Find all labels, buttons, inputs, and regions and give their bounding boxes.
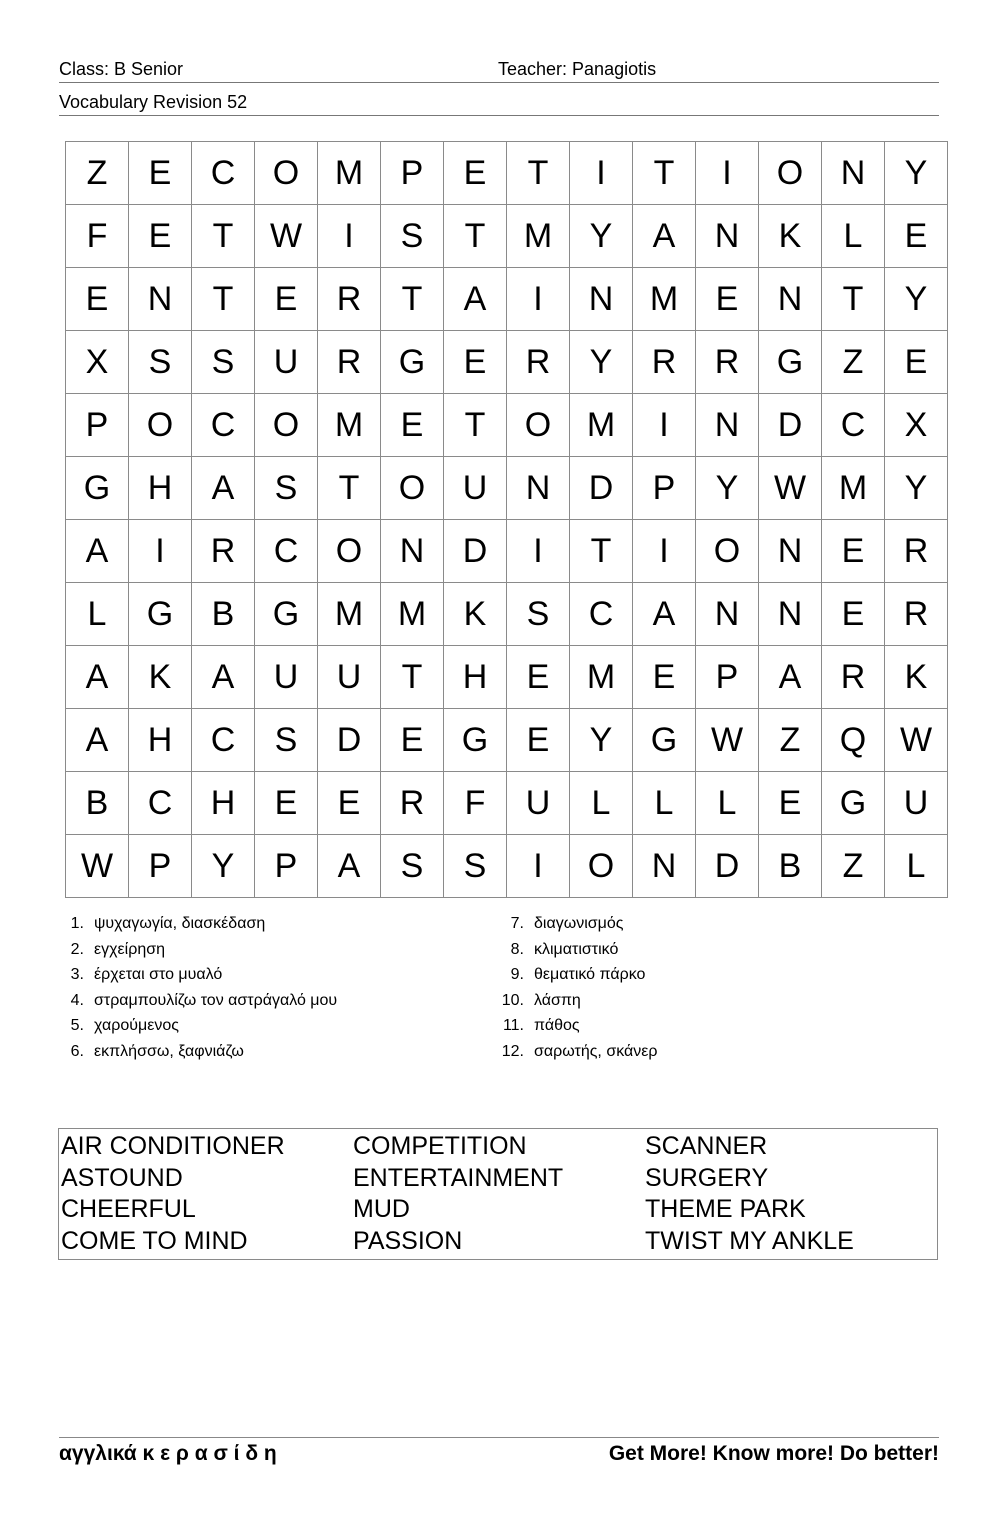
clue-number: 3.: [70, 966, 84, 984]
grid-cell[interactable]: N: [696, 205, 759, 268]
grid-row: [66, 331, 948, 394]
grid-cell[interactable]: H: [129, 709, 192, 772]
grid-cell[interactable]: L: [570, 772, 633, 835]
word-bank-item: AIR CONDITIONER: [61, 1132, 285, 1160]
grid-row: [66, 583, 948, 646]
clue-text: στραμπουλίζω τον αστράγαλό μου: [94, 991, 338, 1009]
grid-cell[interactable]: R: [885, 583, 948, 646]
teacher-label: Teacher: Panagiotis: [498, 59, 657, 79]
grid-cell[interactable]: B: [66, 772, 129, 835]
grid-row: [66, 520, 948, 583]
grid-cell[interactable]: I: [507, 268, 570, 331]
clue-item: [54, 1015, 337, 1041]
grid-cell[interactable]: U: [255, 331, 318, 394]
grid-cell[interactable]: O: [129, 394, 192, 457]
grid-cell[interactable]: E: [255, 268, 318, 331]
grid-cell[interactable]: H: [129, 457, 192, 520]
grid-cell[interactable]: N: [570, 268, 633, 331]
grid-cell[interactable]: K: [759, 205, 822, 268]
grid-cell[interactable]: M: [318, 583, 381, 646]
grid-row: [66, 646, 948, 709]
grid-cell[interactable]: O: [696, 520, 759, 583]
grid-row: [66, 142, 948, 205]
grid-cell[interactable]: E: [633, 646, 696, 709]
grid-cell[interactable]: S: [381, 835, 444, 898]
clue-item: [494, 939, 657, 965]
clue-text: εγχείρηση: [94, 940, 165, 958]
grid-cell[interactable]: O: [570, 835, 633, 898]
grid-cell[interactable]: U: [255, 646, 318, 709]
clue-text: κλιματιστικό: [534, 940, 619, 958]
grid-cell[interactable]: T: [381, 646, 444, 709]
grid-cell[interactable]: N: [507, 457, 570, 520]
grid-cell[interactable]: R: [696, 331, 759, 394]
grid-cell[interactable]: M: [822, 457, 885, 520]
clue-item: [494, 1015, 657, 1041]
word-bank: [58, 1128, 938, 1260]
grid-cell[interactable]: U: [885, 772, 948, 835]
grid-cell[interactable]: W: [885, 709, 948, 772]
grid-cell[interactable]: E: [255, 772, 318, 835]
grid-cell[interactable]: G: [66, 457, 129, 520]
grid-cell[interactable]: T: [381, 268, 444, 331]
grid-cell[interactable]: L: [885, 835, 948, 898]
grid-cell[interactable]: E: [66, 268, 129, 331]
grid-cell[interactable]: N: [696, 394, 759, 457]
grid-cell[interactable]: N: [822, 142, 885, 205]
clue-list-right: [494, 913, 657, 1067]
clue-number: 1.: [70, 915, 84, 932]
grid-cell[interactable]: A: [192, 457, 255, 520]
grid-cell[interactable]: C: [129, 772, 192, 835]
grid-cell[interactable]: L: [696, 772, 759, 835]
grid-cell[interactable]: T: [570, 520, 633, 583]
grid-cell[interactable]: E: [822, 520, 885, 583]
grid-cell[interactable]: W: [759, 457, 822, 520]
grid-cell[interactable]: L: [633, 772, 696, 835]
grid-cell[interactable]: E: [759, 772, 822, 835]
grid-cell[interactable]: A: [444, 268, 507, 331]
grid-cell[interactable]: W: [696, 709, 759, 772]
grid-cell[interactable]: L: [822, 205, 885, 268]
grid-cell[interactable]: C: [570, 583, 633, 646]
grid-cell[interactable]: C: [192, 709, 255, 772]
grid-cell[interactable]: C: [192, 142, 255, 205]
word-bank-item: SCANNER: [645, 1132, 768, 1160]
grid-cell[interactable]: N: [633, 835, 696, 898]
word-bank-item: ASTOUND: [61, 1163, 183, 1192]
grid-cell[interactable]: B: [192, 583, 255, 646]
grid-cell[interactable]: I: [507, 520, 570, 583]
grid-cell[interactable]: U: [507, 772, 570, 835]
clue-item: [54, 939, 337, 965]
word-bank-item: PASSION: [353, 1227, 463, 1256]
grid-cell[interactable]: T: [444, 394, 507, 457]
clue-item: [494, 964, 657, 990]
clue-number: 6.: [70, 1042, 84, 1060]
word-bank-item: ENTERTAINMENT: [353, 1163, 564, 1192]
grid-cell[interactable]: K: [444, 583, 507, 646]
word-bank-item: MUD: [353, 1195, 410, 1224]
grid-cell[interactable]: L: [66, 583, 129, 646]
grid-cell[interactable]: D: [570, 457, 633, 520]
grid-cell[interactable]: A: [759, 646, 822, 709]
worksheet-title: Vocabulary Revision 52: [59, 92, 248, 112]
grid-cell[interactable]: F: [66, 205, 129, 268]
header-row-class-teacher: [59, 52, 939, 83]
grid-cell[interactable]: N: [696, 583, 759, 646]
grid-cell[interactable]: A: [633, 583, 696, 646]
grid-cell[interactable]: A: [318, 835, 381, 898]
grid-cell[interactable]: U: [444, 457, 507, 520]
grid-cell[interactable]: D: [444, 520, 507, 583]
grid-cell[interactable]: G: [822, 772, 885, 835]
grid-cell[interactable]: E: [696, 268, 759, 331]
grid-cell[interactable]: X: [885, 394, 948, 457]
grid-cell[interactable]: G: [129, 583, 192, 646]
grid-cell[interactable]: Y: [696, 457, 759, 520]
grid-cell[interactable]: U: [318, 646, 381, 709]
grid-cell[interactable]: T: [318, 457, 381, 520]
word-bank-item: COME TO MIND: [61, 1227, 248, 1256]
clue-number: 9.: [510, 966, 524, 984]
clue-text: λάσπη: [534, 991, 581, 1009]
clue-item: [54, 964, 337, 990]
grid-cell[interactable]: Z: [759, 709, 822, 772]
footer-slogan: Get More! Know more! Do better!: [608, 1442, 939, 1465]
grid-row: [66, 205, 948, 268]
grid-row: [66, 457, 948, 520]
grid-row: [66, 772, 948, 835]
word-bank-column-3: [645, 1131, 854, 1258]
grid-cell[interactable]: S: [192, 331, 255, 394]
grid-row: [66, 835, 948, 898]
clue-text: χαρούμενος: [94, 1017, 179, 1035]
grid-cell[interactable]: C: [822, 394, 885, 457]
grid-cell[interactable]: T: [192, 268, 255, 331]
grid-cell[interactable]: G: [759, 331, 822, 394]
grid-cell[interactable]: M: [381, 583, 444, 646]
grid-cell[interactable]: Y: [885, 457, 948, 520]
grid-cell[interactable]: R: [885, 520, 948, 583]
grid-cell[interactable]: D: [759, 394, 822, 457]
class-label: Class: B Senior: [59, 59, 184, 79]
clue-item: [54, 1041, 337, 1067]
grid-cell[interactable]: R: [633, 331, 696, 394]
grid-cell[interactable]: M: [570, 394, 633, 457]
grid-cell[interactable]: A: [192, 646, 255, 709]
word-bank-item: THEME PARK: [645, 1195, 806, 1224]
grid-cell[interactable]: G: [255, 583, 318, 646]
clue-item: [494, 1041, 657, 1067]
grid-cell[interactable]: Y: [570, 205, 633, 268]
grid-row: [66, 709, 948, 772]
footer-brand: αγγλικά κ ε ρ α σ ί δ η: [59, 1442, 277, 1465]
grid-cell[interactable]: P: [696, 646, 759, 709]
grid-cell[interactable]: T: [822, 268, 885, 331]
clue-text: διαγωνισμός: [534, 915, 624, 932]
grid-cell[interactable]: R: [192, 520, 255, 583]
grid-cell[interactable]: E: [381, 394, 444, 457]
word-bank-item: COMPETITION: [353, 1132, 527, 1160]
grid-cell[interactable]: M: [318, 394, 381, 457]
grid-cell[interactable]: O: [255, 142, 318, 205]
grid-row: [66, 394, 948, 457]
grid-cell[interactable]: T: [444, 205, 507, 268]
grid-cell[interactable]: S: [255, 709, 318, 772]
grid-cell[interactable]: Q: [822, 709, 885, 772]
grid-cell[interactable]: E: [381, 709, 444, 772]
grid-cell[interactable]: E: [318, 772, 381, 835]
grid-cell[interactable]: O: [381, 457, 444, 520]
grid-cell[interactable]: R: [507, 331, 570, 394]
word-bank-item: TWIST MY ANKLE: [645, 1227, 854, 1256]
grid-cell[interactable]: I: [507, 835, 570, 898]
grid-cell[interactable]: P: [129, 835, 192, 898]
grid-cell[interactable]: E: [129, 205, 192, 268]
grid-cell[interactable]: R: [318, 331, 381, 394]
grid-cell[interactable]: E: [822, 583, 885, 646]
clue-number: 8.: [510, 940, 524, 958]
clue-list-left: [54, 913, 337, 1067]
grid-cell[interactable]: H: [192, 772, 255, 835]
clue-number: 5.: [70, 1017, 84, 1035]
grid-cell[interactable]: E: [885, 205, 948, 268]
grid-cell[interactable]: E: [444, 331, 507, 394]
grid-cell[interactable]: N: [759, 520, 822, 583]
grid-cell[interactable]: N: [381, 520, 444, 583]
grid-cell[interactable]: Z: [822, 835, 885, 898]
grid-cell[interactable]: E: [507, 709, 570, 772]
grid-cell[interactable]: G: [444, 709, 507, 772]
grid-cell[interactable]: E: [129, 142, 192, 205]
grid-cell[interactable]: M: [507, 205, 570, 268]
grid-cell[interactable]: A: [66, 646, 129, 709]
grid-cell[interactable]: M: [633, 268, 696, 331]
grid-cell[interactable]: Y: [885, 142, 948, 205]
word-bank-column-2: [353, 1131, 563, 1258]
grid-cell[interactable]: R: [381, 772, 444, 835]
grid-cell[interactable]: E: [444, 142, 507, 205]
grid-cell[interactable]: P: [381, 142, 444, 205]
word-bank-item: CHEERFUL: [61, 1195, 196, 1224]
header-row-title: [59, 85, 939, 116]
grid-cell[interactable]: O: [507, 394, 570, 457]
grid-cell[interactable]: O: [759, 142, 822, 205]
clue-number: 10.: [501, 991, 524, 1009]
grid-cell[interactable]: X: [66, 331, 129, 394]
clue-text: θεματικό πάρκο: [534, 966, 646, 984]
grid-cell[interactable]: K: [129, 646, 192, 709]
grid-cell[interactable]: S: [507, 583, 570, 646]
grid-cell[interactable]: E: [507, 646, 570, 709]
grid-cell[interactable]: O: [255, 394, 318, 457]
grid-cell[interactable]: M: [318, 142, 381, 205]
grid-cell[interactable]: S: [444, 835, 507, 898]
grid-cell[interactable]: I: [129, 520, 192, 583]
word-search-grid: [65, 141, 948, 898]
grid-cell[interactable]: C: [192, 394, 255, 457]
grid-cell[interactable]: Y: [885, 268, 948, 331]
grid-cell[interactable]: N: [759, 268, 822, 331]
grid-cell[interactable]: R: [822, 646, 885, 709]
clue-item: [54, 990, 337, 1016]
clue-text: πάθος: [534, 1017, 580, 1035]
grid-cell[interactable]: K: [885, 646, 948, 709]
grid-cell[interactable]: S: [381, 205, 444, 268]
grid-cell[interactable]: E: [885, 331, 948, 394]
clue-text: εκπλήσσω, ξαφνιάζω: [94, 1042, 244, 1060]
grid-cell[interactable]: I: [570, 142, 633, 205]
footer-divider: [59, 1437, 939, 1438]
grid-cell[interactable]: N: [129, 268, 192, 331]
clue-item: [54, 913, 337, 939]
grid-cell[interactable]: G: [381, 331, 444, 394]
clue-number: 4.: [70, 991, 84, 1009]
word-bank-item: SURGERY: [645, 1163, 769, 1192]
grid-cell[interactable]: D: [696, 835, 759, 898]
grid-cell[interactable]: C: [255, 520, 318, 583]
grid-cell[interactable]: P: [255, 835, 318, 898]
grid-cell[interactable]: N: [759, 583, 822, 646]
grid-cell[interactable]: Z: [822, 331, 885, 394]
grid-cell[interactable]: T: [507, 142, 570, 205]
grid-cell[interactable]: H: [444, 646, 507, 709]
grid-cell[interactable]: O: [318, 520, 381, 583]
grid-cell[interactable]: B: [759, 835, 822, 898]
grid-cell[interactable]: Y: [192, 835, 255, 898]
grid-cell[interactable]: D: [318, 709, 381, 772]
grid-cell[interactable]: Z: [66, 142, 129, 205]
grid-cell[interactable]: A: [66, 520, 129, 583]
clue-number: 12.: [501, 1042, 524, 1060]
word-bank-column-1: [61, 1131, 285, 1258]
grid-cell[interactable]: A: [633, 205, 696, 268]
grid-cell[interactable]: F: [444, 772, 507, 835]
clue-text: σαρωτής, σκάνερ: [534, 1042, 658, 1060]
grid-cell[interactable]: T: [633, 142, 696, 205]
grid-cell[interactable]: I: [318, 205, 381, 268]
clue-number: 7.: [510, 915, 524, 932]
grid-cell[interactable]: T: [192, 205, 255, 268]
grid-cell[interactable]: W: [255, 205, 318, 268]
grid-cell[interactable]: I: [696, 142, 759, 205]
clue-item: [494, 913, 657, 939]
grid-cell[interactable]: S: [129, 331, 192, 394]
grid-cell[interactable]: A: [66, 709, 129, 772]
clue-item: [494, 990, 657, 1016]
clue-number: 11.: [502, 1017, 524, 1035]
grid-cell[interactable]: P: [633, 457, 696, 520]
grid-cell[interactable]: Y: [570, 709, 633, 772]
grid-cell[interactable]: R: [318, 268, 381, 331]
grid-cell[interactable]: M: [570, 646, 633, 709]
grid-cell[interactable]: I: [633, 394, 696, 457]
grid-cell[interactable]: W: [66, 835, 129, 898]
grid-cell[interactable]: G: [633, 709, 696, 772]
grid-cell[interactable]: S: [255, 457, 318, 520]
clue-number: 2.: [70, 940, 84, 958]
grid-row: [66, 268, 948, 331]
clue-text: έρχεται στο μυαλό: [94, 966, 223, 984]
grid-cell[interactable]: I: [633, 520, 696, 583]
grid-cell[interactable]: Y: [570, 331, 633, 394]
grid-cell[interactable]: P: [66, 394, 129, 457]
clue-text: ψυχαγωγία, διασκέδαση: [94, 915, 266, 932]
